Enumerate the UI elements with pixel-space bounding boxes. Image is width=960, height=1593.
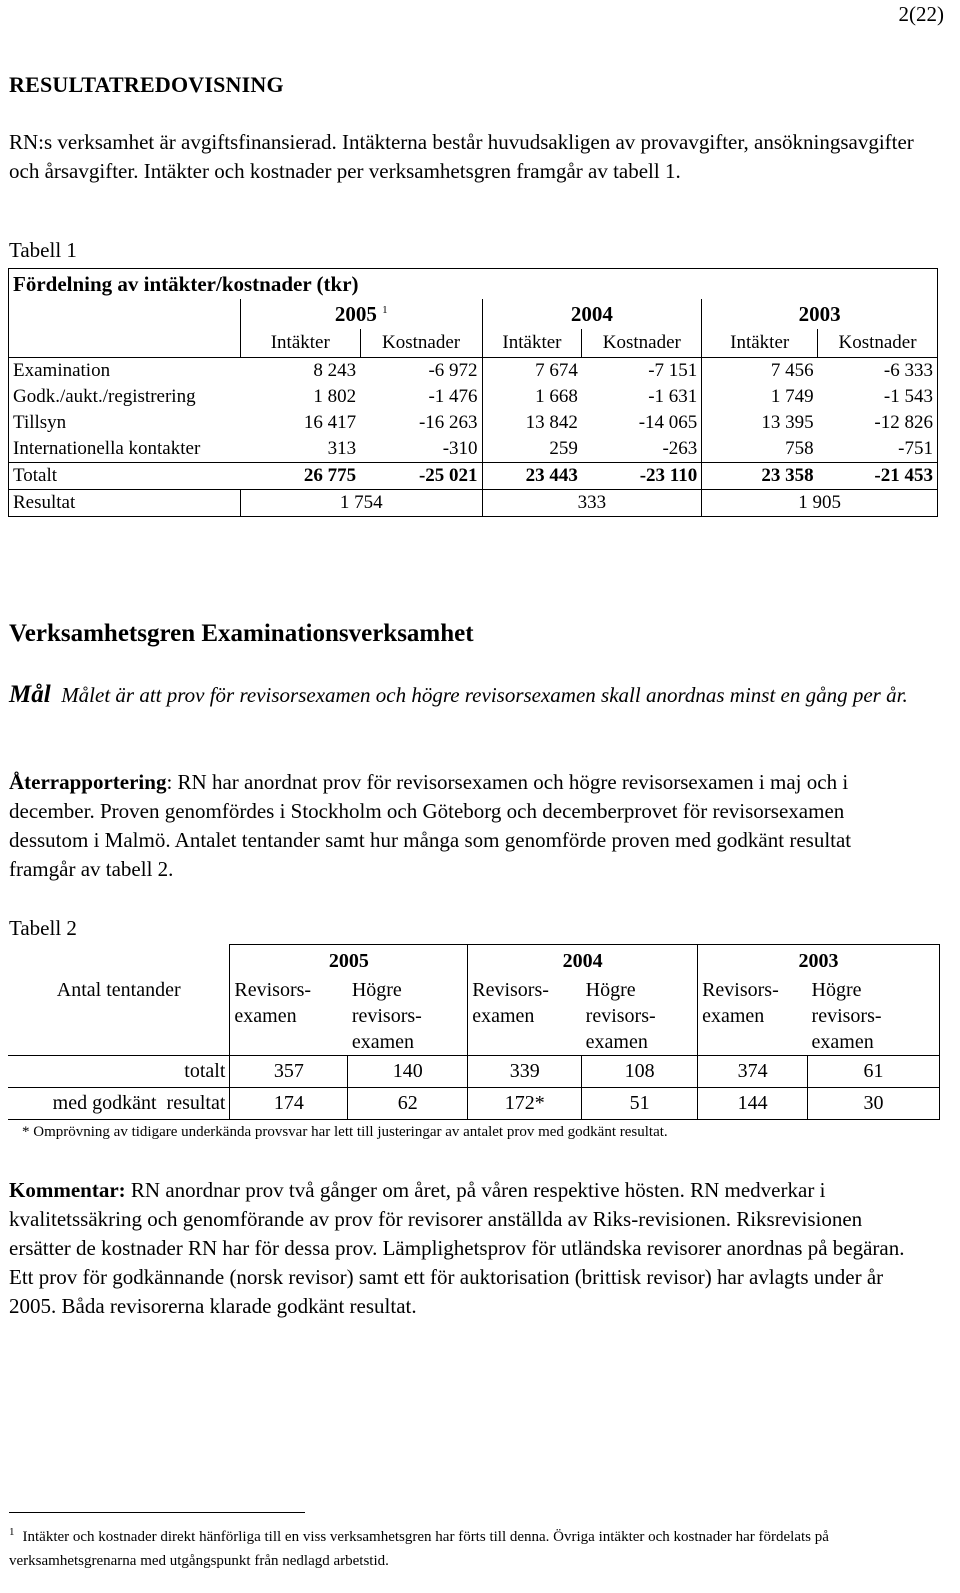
- col-header-revisorsexamen: Revisors- examen: [230, 977, 348, 1056]
- footnote-mark: 1: [9, 1526, 15, 1538]
- goal-text: Målet är att prov för revisorsexamen och högre revisorsexamen skall anordnas minst en gång per år.: [61, 683, 908, 707]
- cell: 16 417: [303, 412, 357, 433]
- revenue-cost-table: [8, 268, 938, 517]
- table1-caption: Tabell 1: [9, 238, 77, 262]
- candidates-table: [8, 944, 940, 1120]
- intro-paragraph: RN:s verksamhet är avgiftsfinansierad. Intäkterna består huvudsakligen av provavgifter, ansökningsavgifter och årsavgifter. Intäkter och kostnader per verksamhetsgren framgår av tabell 1.: [9, 130, 914, 183]
- cell: 1 668: [535, 386, 578, 407]
- comment-paragraph: [9, 1176, 909, 1321]
- row-header: Antal tentander: [8, 977, 230, 1056]
- row-label: Totalt: [9, 463, 241, 490]
- cell: -751: [818, 436, 938, 463]
- cell: -12 826: [818, 410, 938, 436]
- total-row: [9, 463, 938, 490]
- cell: 7 456: [702, 358, 818, 385]
- table-row: [9, 436, 938, 463]
- subheader: Intäkter: [240, 329, 360, 358]
- cell: 13 842: [525, 412, 578, 433]
- row-label: totalt: [8, 1056, 230, 1088]
- cell: 333: [482, 490, 702, 517]
- col-header-revisorsexamen: Revisors- examen: [698, 977, 808, 1056]
- cell: -25 021: [360, 463, 482, 490]
- cell: 758: [785, 438, 814, 459]
- cell: 374: [698, 1056, 808, 1088]
- cell: 62: [348, 1088, 468, 1120]
- year-2003-header: 2003: [698, 945, 940, 978]
- cell: -14 065: [582, 410, 702, 436]
- cell: 8 243: [240, 358, 360, 385]
- goal-label: Mål: [9, 681, 51, 708]
- cell: -1 631: [582, 384, 702, 410]
- cell: 1 754: [240, 490, 482, 517]
- subheader: Kostnader: [818, 329, 938, 358]
- footnote-ref: 1: [382, 303, 388, 316]
- year-2005-header: 2005: [230, 945, 468, 978]
- cell: 357: [230, 1056, 348, 1088]
- cell: -6 333: [818, 358, 938, 385]
- year-2004-header: 2004: [482, 299, 702, 329]
- cell: 23 443: [482, 463, 582, 490]
- cell: 1 802: [313, 386, 357, 407]
- cell: 26 775: [240, 463, 360, 490]
- table1-title: Fördelning av intäkter/kostnader (tkr): [9, 269, 938, 300]
- table-row: [9, 410, 938, 436]
- subheader: Intäkter: [702, 329, 818, 358]
- row-label: Resultat: [9, 490, 241, 517]
- subheader: Intäkter: [482, 329, 582, 358]
- report-label: Återrapportering: [9, 770, 167, 794]
- cell: 30: [808, 1088, 940, 1120]
- cell: 13 395: [761, 412, 814, 433]
- row-label: Tillsyn: [9, 410, 241, 436]
- col-header-revisorsexamen: Revisors- examen: [468, 977, 582, 1056]
- row-label: Examination: [9, 358, 241, 385]
- row-label: Internationella kontakter: [9, 436, 241, 463]
- table-row: [8, 1056, 940, 1088]
- cell: 1 905: [702, 490, 938, 517]
- col-header-hogre: Högre revisors- examen: [582, 977, 698, 1056]
- subheader: Kostnader: [582, 329, 702, 358]
- table-row: [9, 384, 938, 410]
- section-title: Verksamhetsgren Examinationsverksamhet: [9, 620, 474, 647]
- row-label: med godkänt resultat: [8, 1088, 230, 1120]
- cell: 61: [808, 1056, 940, 1088]
- cell: 1 749: [770, 386, 814, 407]
- cell: -6 972: [360, 358, 482, 385]
- goal-paragraph: [9, 680, 909, 710]
- cell: 144: [698, 1088, 808, 1120]
- cell: -310: [360, 436, 482, 463]
- cell: -21 453: [818, 463, 938, 490]
- report-paragraph: [9, 768, 919, 884]
- comment-text: RN anordnar prov två gånger om året, på våren respektive hösten. RN medverkar i kvalitetssäkring och genomförande av prov för revisorer anställda av Riks-revisionen. Riksrevisionen ersätter de kostnader RN har för dessa prov. Lämplighetsprov för utländska revisorer anordnas på begäran. Ett prov för godkännande (norsk revisor) samt ett för auktorisation (brittisk revisor) har avlagts under år 2005. Båda revisorerna klarade godkänt resultat.: [9, 1178, 905, 1318]
- cell: 339: [468, 1056, 582, 1088]
- cell: -23 110: [582, 463, 702, 490]
- cell: 51: [582, 1088, 698, 1120]
- cell: -7 151: [582, 358, 702, 385]
- result-row: [9, 490, 938, 517]
- cell: -16 263: [360, 410, 482, 436]
- year-2003-header: 2003: [702, 299, 938, 329]
- table-row: [9, 358, 938, 385]
- cell: 259: [549, 438, 578, 459]
- cell: 313: [327, 438, 357, 459]
- cell: 172*: [468, 1088, 582, 1120]
- table2-caption: Tabell 2: [9, 916, 77, 940]
- cell: 140: [348, 1056, 468, 1088]
- year-2004-header: 2004: [468, 945, 698, 978]
- table-row: [8, 1088, 940, 1120]
- col-header-hogre: Högre revisors- examen: [348, 977, 468, 1056]
- subheader: Kostnader: [360, 329, 482, 358]
- table2-footnote: * Omprövning av tidigare underkända provsvar har lett till justeringar av antalet prov med godkänt resultat.: [22, 1124, 668, 1140]
- row-label: Godk./aukt./registrering: [9, 384, 241, 410]
- footnote-text: Intäkter och kostnader direkt hänförliga till en viss verksamhetsgren har förts till denna. Övriga intäkter och kostnader har fördelats på verksamhetsgrenarna med utgångspunkt från nedlagd arbetstid.: [9, 1529, 829, 1569]
- cell: 108: [582, 1056, 698, 1088]
- col-header-hogre: Högre revisors- examen: [808, 977, 940, 1056]
- cell: -1 476: [360, 384, 482, 410]
- cell: 7 674: [482, 358, 582, 385]
- year-2005-header: 2005 $^1$: [240, 299, 482, 329]
- cell: -1 543: [818, 384, 938, 410]
- footnote-divider: [9, 1512, 305, 1513]
- cell: 174: [230, 1088, 348, 1120]
- page-footnote: [9, 1520, 944, 1573]
- page-heading: RESULTATREDOVISNING: [9, 72, 284, 97]
- comment-label: Kommentar:: [9, 1178, 126, 1202]
- cell: 23 358: [702, 463, 818, 490]
- cell: -263: [582, 436, 702, 463]
- report-text: : RN har anordnat prov för revisorsexamen och högre revisorsexamen i maj och i december. Proven genomfördes i Stockholm och Göteborg och decemberprovet för revisorsexamen dessutom i Malmö. Antalet tentander samt hur många som genomförde proven med godkänt resultat framgår av tabell 2.: [9, 770, 852, 881]
- page-number: 2(22): [898, 2, 944, 26]
